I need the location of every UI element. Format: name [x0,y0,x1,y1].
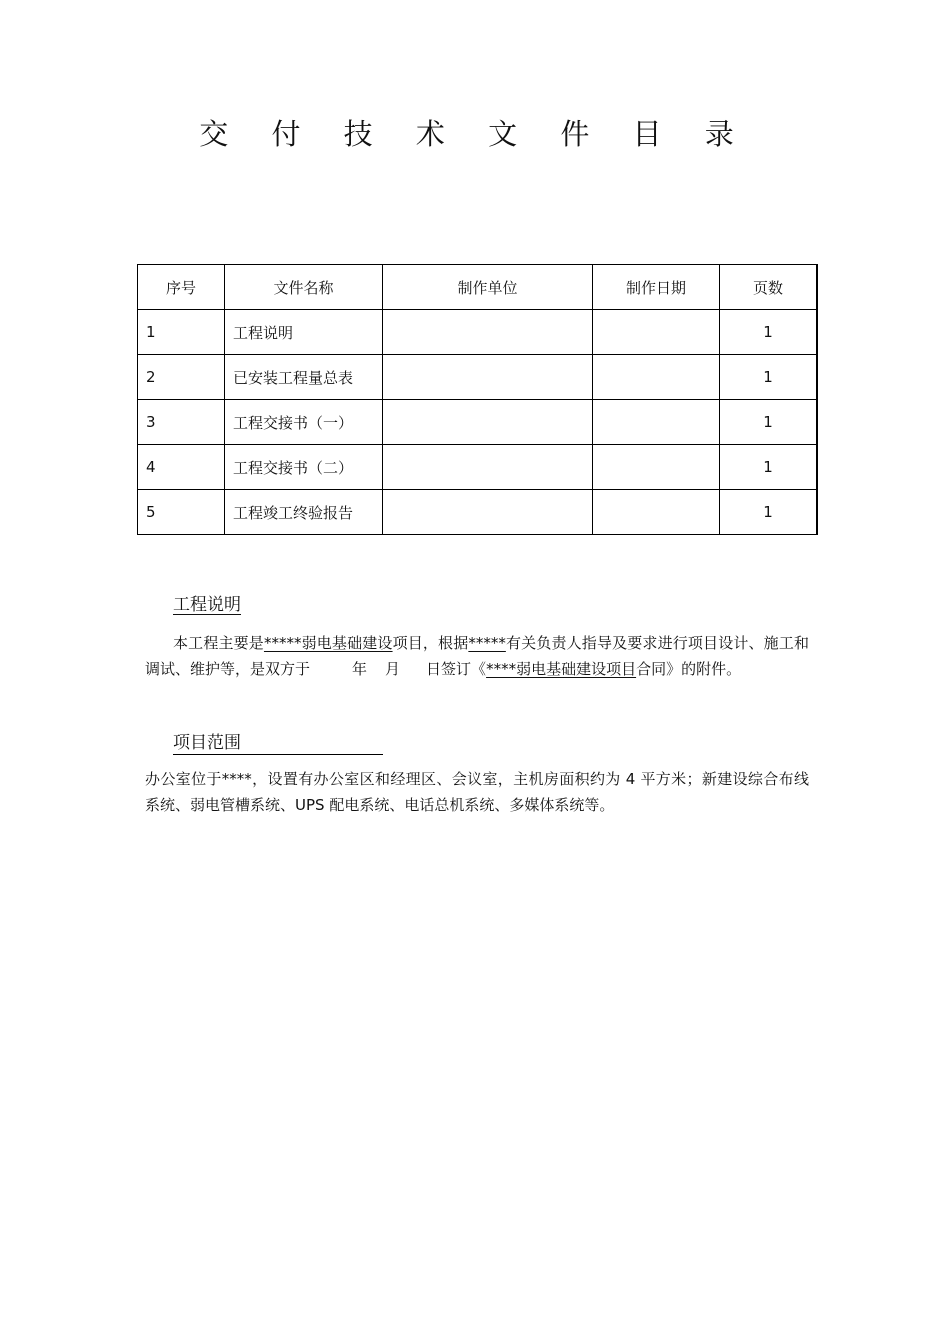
text: 日签订《 [426,660,487,678]
row-no: 3 [138,400,225,445]
table-header-row [138,265,818,310]
header-unit: 制作单位 [383,265,593,310]
row-pages: 1 [720,400,818,445]
project-name: *****弱电基础建设 [263,634,393,652]
table-row [138,310,818,355]
year-label: 年 [352,660,368,678]
table-row [138,490,818,535]
row-pages: 1 [720,355,818,400]
row-pages: 1 [720,310,818,355]
table-row [138,355,818,400]
row-no: 2 [138,355,225,400]
row-date [593,490,720,535]
row-pages: 1 [720,490,818,535]
row-no: 1 [138,310,225,355]
row-unit [383,490,593,535]
row-no: 5 [138,490,225,535]
table-row [138,445,818,490]
party-name: ***** [468,634,506,652]
row-date [593,355,720,400]
row-date [593,400,720,445]
row-pages: 1 [720,445,818,490]
row-unit [383,400,593,445]
text: 合同》的附件。 [636,660,742,678]
scope-paragraph: 办公室位于****，设置有办公室区和经理区、会议室，主机房面积约为 4 平方米；新建设综合布线系统、弱电管槽系统、UPS 配电系统、电话总机系统、多媒体系统等。 [145,770,809,814]
header-no: 序号 [138,265,225,310]
row-unit [383,445,593,490]
text: 项目，根据 [392,634,469,652]
table-row [138,400,818,445]
row-name: 工程交接书（一） [225,400,383,445]
row-name: 工程交接书（二） [225,445,383,490]
header-date: 制作日期 [593,265,720,310]
toc-table [137,264,818,535]
document-title: 交 付 技 术 文 件 目 录 [199,117,751,151]
row-unit [383,310,593,355]
text: 有关负责人指导及要求进行项目设计、施工和调试、维护等，是双方于 [145,634,809,678]
row-unit [383,355,593,400]
row-date [593,445,720,490]
section-heading-description: 工程说明 [173,595,241,615]
header-pages: 页数 [720,265,818,310]
contract-name: ****弱电基础建设项目 [486,660,637,678]
row-name: 工程竣工终验报告 [225,490,383,535]
description-paragraph [145,630,809,682]
row-date [593,310,720,355]
row-no: 4 [138,445,225,490]
section-heading-scope: 项目范围 [173,728,383,755]
month-label: 月 [385,660,401,678]
header-name: 文件名称 [225,265,383,310]
text: 本工程主要是 [173,634,264,652]
row-name: 已安装工程量总表 [225,355,383,400]
row-name: 工程说明 [225,310,383,355]
